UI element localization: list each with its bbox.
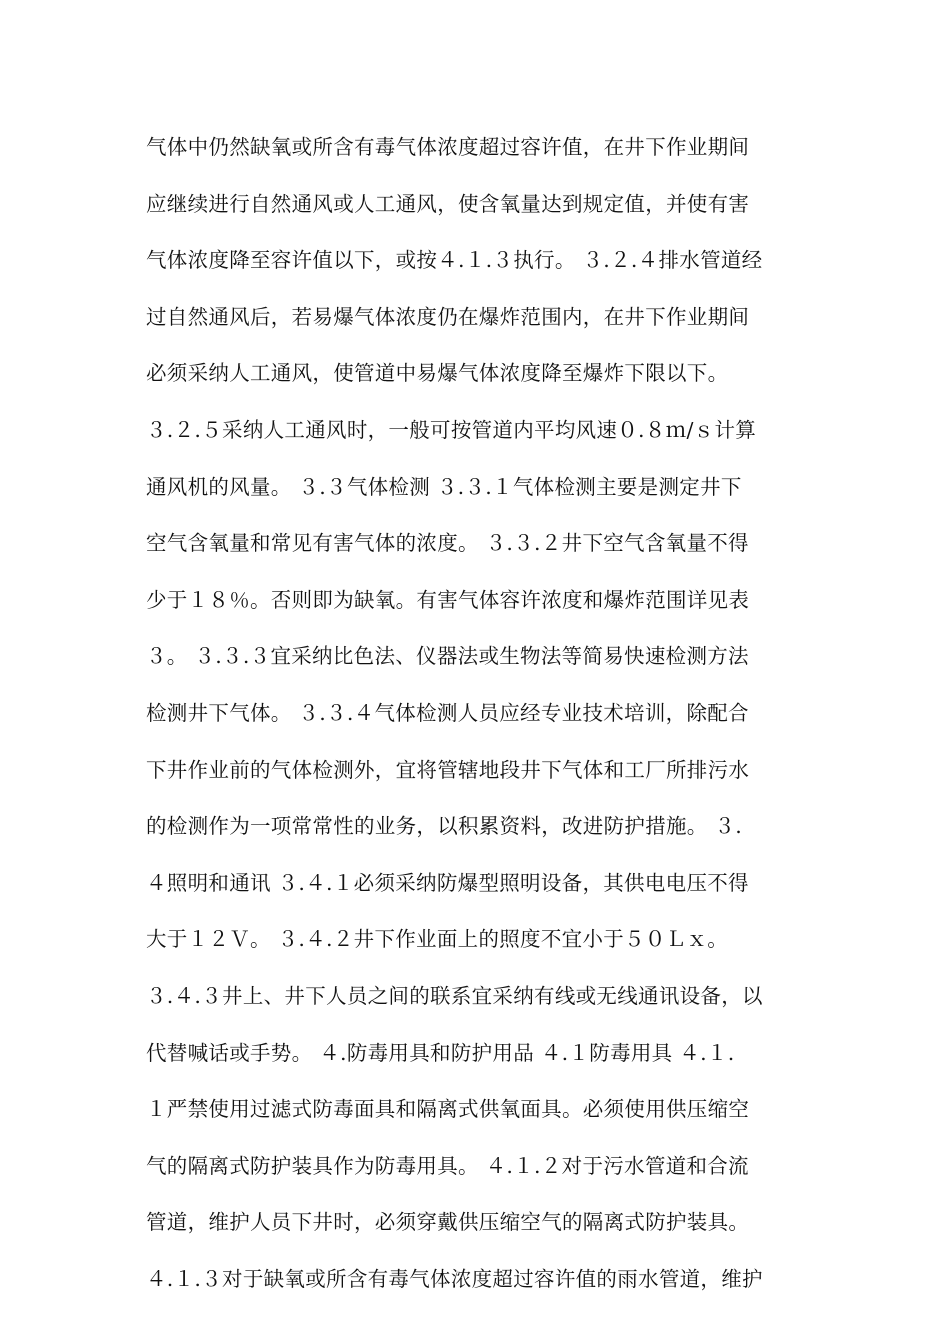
text-line: 的检测作为一项常常性的业务，以积累资料，改进防护措施。 ３. [146, 814, 743, 839]
text-line: 管道，维护人员下井时，必须穿戴供压缩空气的隔离式防护装具。 [146, 1210, 750, 1235]
text-line: 通风机的风量。 ３.３气体检测 ３.３.１气体检测主要是测定井下 [146, 474, 742, 499]
text-line: ３.２.５采纳人工通风时，一般可按管道内平均风速０.８ｍ/ｓ计算 [146, 417, 757, 442]
text-line: 气的隔离式防护装具作为防毒用具。 ４.１.２对于污水管道和合流 [146, 1153, 749, 1178]
text-line: 过自然通风后，若易爆气体浓度仍在爆炸范围内，在井下作业期间 [146, 304, 750, 329]
text-line: 空气含氧量和常见有害气体的浓度。 ３.３.２井下空气含氧量不得 [146, 531, 749, 556]
text-line: 应继续进行自然通风或人工通风，使含氧量达到规定值，并使有害 [146, 191, 750, 216]
text-line: 大于１２Ｖ。 ３.４.２井下作业面上的照度不宜小于５０Ｌｘ。 [146, 927, 729, 952]
text-line: 少于１８％。否则即为缺氧。有害气体容许浓度和爆炸范围详见表 [146, 587, 750, 612]
body-text [146, 119, 816, 1307]
text-line: ３.４.３井上、井下人员之间的联系宜采纳有线或无线通讯设备，以 [146, 983, 763, 1008]
text-line: ４照明和通讯 ３.４.１必须采纳防爆型照明设备，其供电电压不得 [146, 870, 749, 895]
text-line: 气体中仍然缺氧或所含有毒气体浓度超过容许值，在井下作业期间 [146, 135, 750, 159]
text-line: 下井作业前的气体检测外，宜将管辖地段井下气体和工厂所排污水 [146, 757, 750, 782]
text-line: 必须采纳人工通风，使管道中易爆气体浓度降至爆炸下限以下。 [146, 361, 729, 386]
text-line: 代替喊话或手势。 ４.防毒用具和防护用品 ４.１防毒用具 ４.１. [146, 1040, 735, 1065]
text-line: 气体浓度降至容许值以下，或按４.１.３执行。 ３.２.４排水管道经 [146, 248, 763, 273]
text-line: １严禁使用过滤式防毒面具和隔离式供氧面具。必须使用供压缩空 [146, 1097, 750, 1122]
text-line: ４.１.３对于缺氧或所含有毒气体浓度超过容许值的雨水管道，维护 [146, 1266, 763, 1291]
text-line: 检测井下气体。 ３.３.４气体检测人员应经专业技术培训，除配合 [146, 700, 749, 725]
text-line: ３。 ３.３.３宜采纳比色法、仪器法或生物法等简易快速检测方法 [146, 644, 749, 669]
